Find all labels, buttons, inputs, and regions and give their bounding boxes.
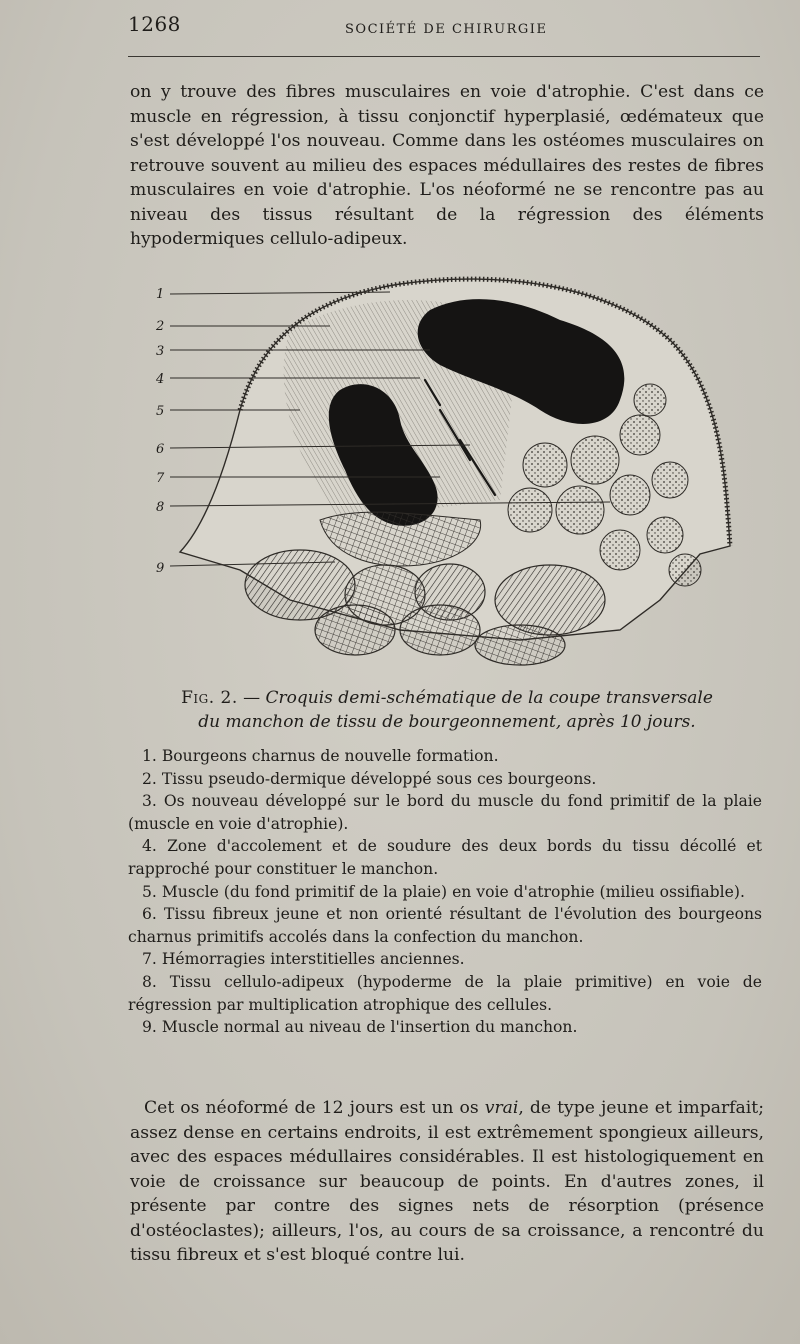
paragraph-intro: on y trouve des fibres musculaires en voie d'atrophie. C'est dans ce muscle en régression, à tissu conjonctif hyperplasié, œdémateux que s'est développé l'os nouveau. Comme dans les ostéomes musculaires on retrouve souvent au milieu des espaces médullaires des restes de fibres musculaires en voie d'atrophie. L'os néoformé ne se rencontre pas au niveau des tissus résultant de la régression des éléments hypodermiques cellulo-adipeux. (130, 82, 764, 249)
callout-label-8: 8 (156, 500, 165, 515)
callout-label-7: 7 (156, 471, 165, 486)
figure-title-line-1: Croquis demi-schématique de la coupe transversale (265, 688, 713, 708)
callout-label-1: 1 (156, 287, 165, 302)
legend-item: 2. Tissu pseudo-dermique développé sous ces bourgeons. (142, 769, 597, 788)
callout-label-3: 3 (156, 344, 165, 359)
legend-item: 7. Hémorragies interstitielles anciennes. (142, 950, 465, 969)
legend-item: 9. Muscle normal au niveau de l'insertion du manchon. (142, 1018, 578, 1037)
legend-item: 1. Bourgeons charnus de nouvelle formation. (142, 747, 499, 765)
paragraph-conclusion-start: Cet os néoformé de 12 jours est un os (144, 1098, 485, 1118)
figure-label: Fig. 2. (181, 688, 238, 708)
paragraph-conclusion-rest: , de type jeune et imparfait; assez dense en certains endroits, il est extrêmement spongieux ailleurs, avec des espaces médullaires considérables. Il est histologiquement en voie de croissance sur beaucoup de points. En d'autres zones, il présente par contre des signes nets de résorption (présence d'ostéoclastes); ailleurs, l'os, au cours de sa croissance, a rencontré du tissu fibreux et s'est bloqué contre lui. (130, 1098, 764, 1265)
histology-figure (140, 270, 740, 670)
paragraph-conclusion (130, 1096, 764, 1268)
legend-item: 3. Os nouveau développé sur le bord du muscle du fond primitif de la plaie (muscle en voie d'atrophie). (128, 792, 762, 833)
legend-item: 6. Tissu fibreux jeune et non orienté résultant de l'évolution des bourgeons charnus primitifs accolés dans la confection du manchon. (128, 905, 762, 946)
legend-item: 5. Muscle (du fond primitif de la plaie) en voie d'atrophie (milieu ossifiable). (142, 882, 745, 901)
running-head: SOCIÉTÉ DE CHIRURGIE (345, 22, 548, 37)
figure-legend (128, 745, 762, 1039)
callout-label-9: 9 (156, 561, 165, 576)
callout-label-5: 5 (156, 404, 165, 419)
figure-title-line-2: du manchon de tissu de bourgeonnement, après 10 jours. (198, 712, 696, 732)
callout-label-4: 4 (156, 372, 165, 387)
legend-item: 4. Zone d'accolement et de soudure des deux bords du tissu décollé et rapproché pour constituer le manchon. (128, 837, 762, 878)
caption-dash: — (237, 688, 266, 708)
page-number: 1268 (128, 12, 181, 36)
legend-item: 8. Tissu cellulo-adipeux (hypoderme de la plaie primitive) en voie de régression par multiplication atrophique des cellules. (128, 972, 762, 1014)
callout-label-2: 2 (156, 319, 165, 334)
callout-label-6: 6 (156, 442, 165, 457)
figure-caption (130, 686, 764, 734)
paragraph-conclusion-emphasis: vrai (484, 1098, 519, 1118)
header-rule (128, 56, 760, 57)
